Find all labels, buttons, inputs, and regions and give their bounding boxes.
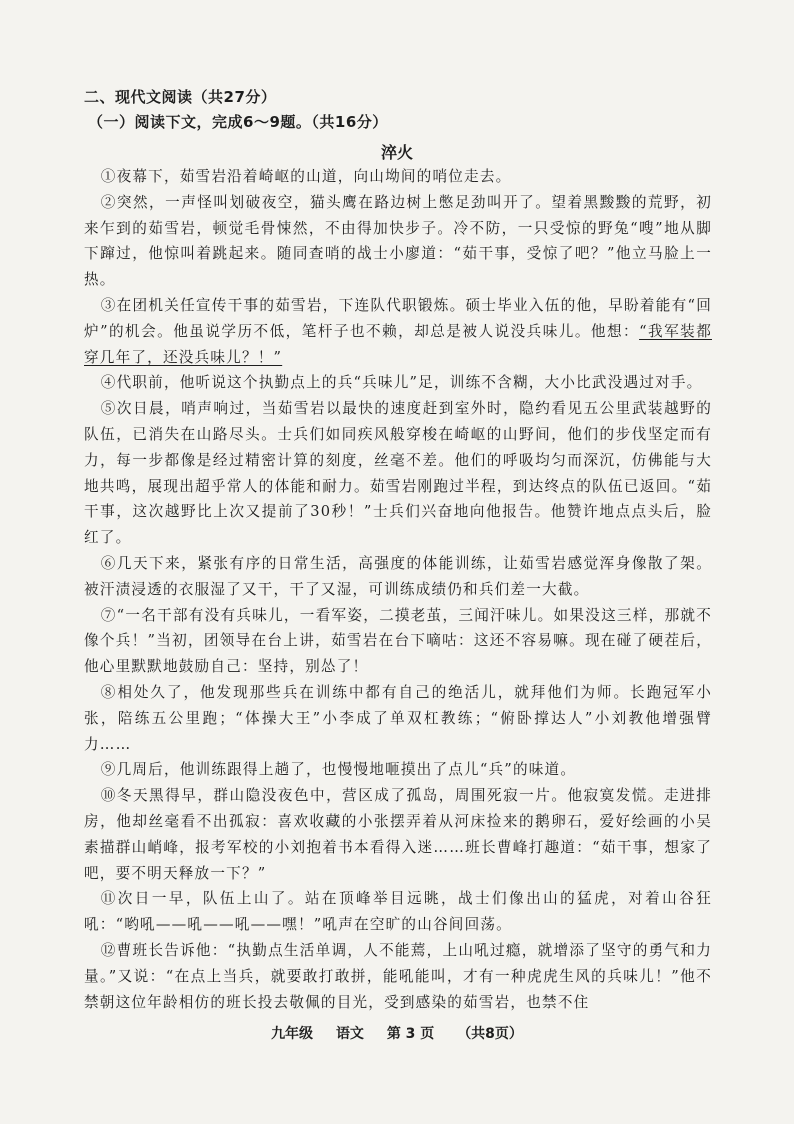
- paragraph-3: [84, 293, 712, 370]
- underlined-sentence: “我军装都穿几年了，还没兵味儿？！”: [84, 322, 712, 366]
- footer-page-number: 第 3 页: [386, 1026, 435, 1042]
- paragraph-4: ④代职前，他听说这个执勤点上的兵“兵味儿”足，训练不含糊，大小比武没遇过对手。: [100, 374, 703, 392]
- paragraph-5: ⑤次日晨，哨声响过，当茹雪岩以最快的速度赶到室外时，隐约看见五公里武装越野的队伍，已消失在山路尽头。士兵们如同疾风般穿梭在崎岖的山野间，他们的步伐坚定而有力，每一步都像是经过精密计算的刻度，丝毫不差。他们的呼吸均匀而深沉，仿佛能与大地共鸣，展现出超乎常人的体能和耐力。茹雪岩刚跑过半程，到达终点的队伍已返回。“茹干事，这次越野比上次又提前了30秒！”士兵们兴奋地向他报告。他赞许地点点头后，脸红了。: [84, 400, 712, 547]
- page-footer: [0, 1023, 794, 1043]
- footer-grade: 九年级: [271, 1026, 314, 1042]
- section-title: 二、现代文阅读（共27分）: [84, 88, 277, 106]
- paragraph-2: ②突然，一声怪叫划破夜空，猫头鹰在路边树上憋足劲叫开了。望着黑黢黢的荒野，初来乍到的茹雪岩，顿觉毛骨悚然，不由得加快步子。冷不防，一只受惊的野兔“嗖”地从脚下蹿过，他惊叫着跳起来。随同查哨的战士小廖道：“茹干事，受惊了吧？”他立马脸上一热。: [84, 193, 712, 289]
- paragraph-10: ⑩冬天黑得早，群山隐没夜色中，营区成了孤岛，周围死寂一片。他寂寞发慌。走进排房，他却丝毫看不出孤寂：喜欢收藏的小张摆弄着从河床捡来的鹅卵石，爱好绘画的小吴素描群山峭峰，报考军校的小刘抱着书本看得入迷……班长曹峰打趣道：“茹干事，想家了吧，要不明天释放一下？”: [84, 787, 712, 882]
- paragraph-7: ⑦“一名干部有没有兵味儿，一看军姿，二摸老茧，三闻汗味儿。如果没这三样，那就不像个兵！”当初，团领导在台上讲，茹雪岩在台下嘀咕：这还不容易嘛。现在碰了硬茬后，他心里默默地鼓励自己：坚持，别怂了！: [84, 606, 712, 676]
- footer-total-pages: （共8页）: [457, 1026, 523, 1042]
- footer-subject: 语文: [335, 1026, 364, 1042]
- article-body: [84, 164, 712, 1015]
- paragraph-1: ①夜幕下，茹雪岩沿着崎岖的山道，向山坳间的哨位走去。: [100, 168, 512, 185]
- reading-subtitle: （一）阅读下文，完成6～9题。（共16分）: [88, 113, 388, 131]
- paragraph-11: ⑪次日一早，队伍上山了。站在顶峰举目远眺，战士们像出山的猛虎，对着山谷狂吼：“哟吼——吼——吼——嘿！”吼声在空旷的山谷间回荡。: [84, 890, 712, 934]
- paragraph-3-text: ③在团机关任宣传干事的茹雪岩，下连队代职锻炼。硕士毕业入伍的他，早盼着能有“回炉”的机会。他虽说学历不低，笔杆子也不赖，却总是被人说没兵味儿。他想：: [84, 296, 712, 340]
- paragraph-12: ⑫曹班长告诉他：“执勤点生活单调，人不能蔫，上山吼过瘾，就增添了坚守的勇气和力量。”又说：“在点上当兵，就要敢打敢拼，能吼能叫，才有一种虎虎生风的兵味儿！”他不禁朝这位年龄相仿的班长投去敬佩的目光，受到感染的茹雪岩，也禁不住: [84, 941, 712, 1011]
- paragraph-8: ⑧相处久了，他发现那些兵在训练中都有自己的绝活儿，就拜他们为师。长跑冠军小张，陪练五公里跑；“体操大王”小李成了单双杠教练；“俯卧撑达人”小刘教他增强臂力……: [84, 683, 712, 753]
- article-title: 淬火: [380, 143, 413, 162]
- paragraph-9: ⑨几周后，他训练跟得上趟了，也慢慢地咂摸出了点儿“兵”的味道。: [100, 761, 577, 779]
- paragraph-6: ⑥几天下来，紧张有序的日常生活，高强度的体能训练，让茹雪岩感觉浑身像散了架。被汗渍浸透的衣服湿了又干，干了又湿，可训练成绩仍和兵们差一大截。: [84, 554, 712, 598]
